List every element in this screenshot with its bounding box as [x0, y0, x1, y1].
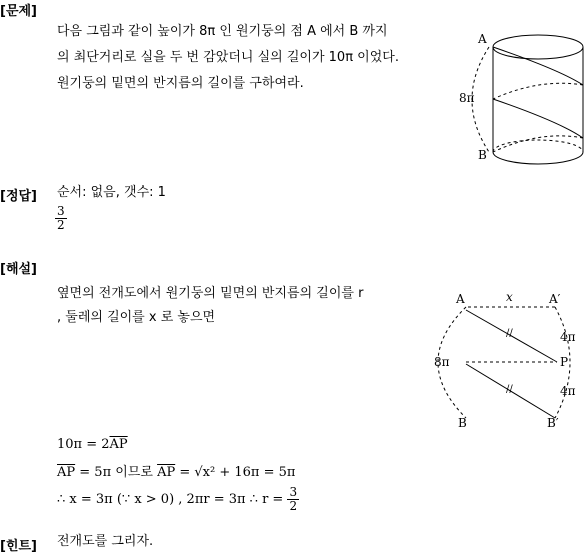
fig1-label-b: B — [478, 148, 487, 162]
answer-header: [정답] — [0, 189, 37, 204]
fig2-tick-1: // — [506, 328, 513, 339]
answer-numerator: 3 — [57, 204, 65, 218]
equation-2-ap-1: $\overline{AP}$ — [57, 465, 76, 480]
problem-header: [문제] — [0, 4, 37, 19]
equation-1 — [57, 437, 128, 452]
problem-line-1: 다음 그림과 같이 높이가 8π 인 원기둥의 점 A 에서 B 까지 — [57, 24, 388, 39]
answer-denominator: 2 — [57, 218, 65, 232]
equation-2-tail: = √x² + 16π = 5π — [175, 465, 296, 480]
fig1-label-a: A — [478, 32, 487, 46]
fig2-tick-2: // — [506, 384, 513, 395]
fig2-label-4pi-bottom: 4π — [560, 384, 576, 398]
equation-1-lhs: 10π = 2 — [57, 437, 110, 452]
fig2-label-p: P — [560, 355, 569, 369]
equation-3-numerator: 3 — [289, 485, 298, 499]
explanation-line-2: , 둘레의 길이를 x 로 놓으면 — [57, 310, 216, 325]
fig1-label-height: 8π — [459, 91, 475, 105]
answer-text: 순서: 없음, 갯수: 1 — [57, 185, 166, 200]
equation-3-text: ∴ x = 3π (∵ x > 0) , 2πr = 3π ∴ r = — [57, 492, 284, 507]
problem-line-2: 의 최단거리로 실을 두 번 감았더니 실의 길이가 10π 이었다. — [57, 50, 399, 65]
fig2-label-x: x — [506, 290, 513, 304]
fig2-label-4pi-top: 4π — [560, 330, 576, 344]
explanation-line-1: 옆면의 전개도에서 원기둥의 밑면의 반지름의 길이를 r — [57, 286, 364, 301]
equation-2-mid: = 5π 이므로 — [75, 465, 158, 480]
equation-1-ap: $\overline{AP}$ — [109, 437, 128, 452]
equation-2-ap-2: $\overline{AP}$ — [157, 465, 176, 480]
hint-header: [힌트] — [0, 539, 37, 554]
problem-line-3: 원기둥의 밑면의 반지름의 길이를 구하여라. — [57, 76, 304, 91]
explanation-header: [해설] — [0, 262, 37, 277]
fig2-label-a-prime: A′ — [549, 292, 561, 306]
fig2-label-a: A — [456, 292, 465, 306]
equation-3-fraction — [287, 486, 299, 513]
fig2-label-8pi: 8π — [434, 355, 450, 369]
equation-3-denominator: 2 — [289, 499, 298, 513]
equation-2 — [57, 461, 295, 480]
equation-3 — [57, 486, 299, 513]
fig2-label-b-prime: B′ — [547, 416, 559, 430]
fig2-label-b: B — [458, 416, 467, 430]
hint-text: 전개도를 그리자. — [57, 534, 154, 549]
